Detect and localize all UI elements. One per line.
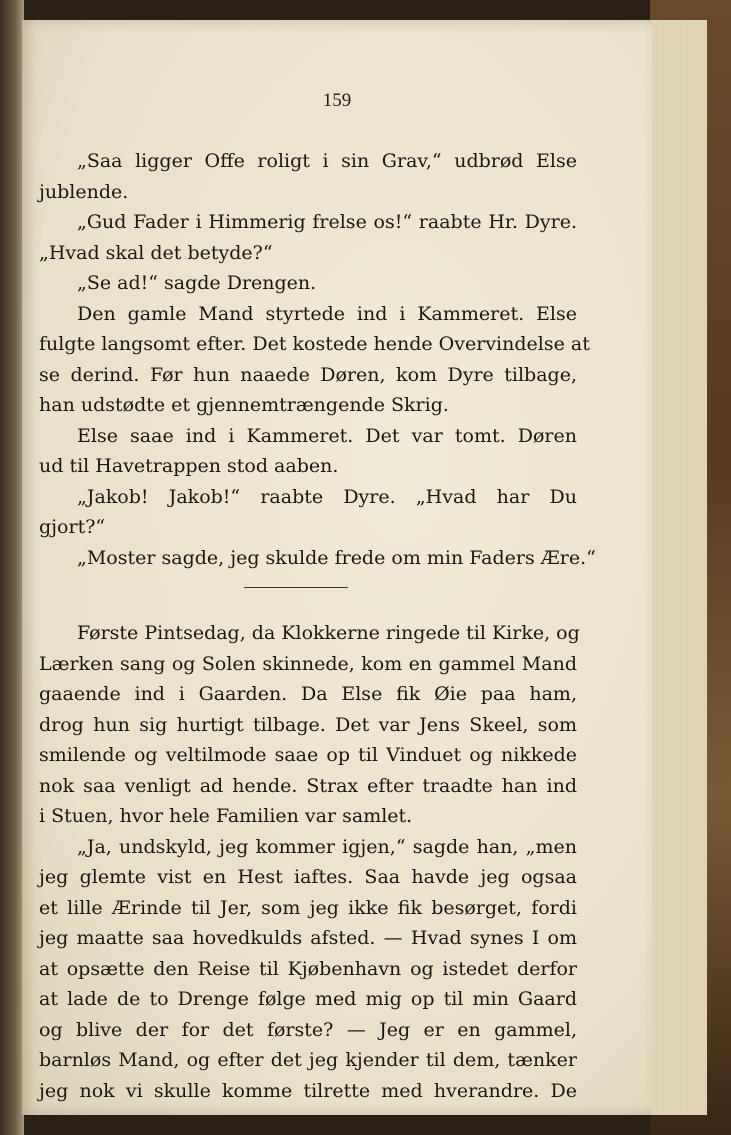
text-line: jeg nok vi skulle komme tilrette med hverandre. De <box>39 1079 577 1102</box>
text-line: at opsætte den Reise til Kjøbenhavn og istedet derfor <box>39 957 577 980</box>
text-line: Else saae ind i Kammeret. Det var tomt. Døren <box>77 424 577 447</box>
text-line: jeg glemte vist en Hest iaftes. Saa havde jeg ogsaa <box>39 866 577 888</box>
text-line: fulgte langsomt efter. Det kostede hende Overvindelse at <box>39 333 590 355</box>
text-line: smilende og veltilmode saae op til Vinduet og nikkede <box>39 744 577 766</box>
text-line: et lille Ærinde til Jer, som jeg ikke fik besørget, fordi <box>39 896 577 919</box>
text-line: at lade de to Drenge følge med mig op til min Gaard <box>39 988 577 1010</box>
text-line: gjort?“ <box>39 516 106 538</box>
text-line: han udstødte et gjennemtrængende Skrig. <box>39 394 449 416</box>
text-line: nok saa venligt ad hende. Strax efter traadte han ind <box>39 774 577 797</box>
text-line: „Moster sagde, jeg skulde frede om min Faders Ære.“ <box>77 546 596 569</box>
book-page <box>22 20 652 1115</box>
text-section-1 <box>39 146 596 573</box>
text-line: „Gud Fader i Himmerig frelse os!“ raabte Hr. Dyre. <box>77 211 577 233</box>
text-line: se derind. Før hun naaede Døren, kom Dyre tilbage, <box>39 363 577 386</box>
text-line: „Hvad skal det betyde?“ <box>39 241 273 264</box>
text-line: Første Pintsedag, da Klokkerne ringede til Kirke, og <box>77 622 580 644</box>
text-line: gaaende ind i Gaarden. Da Else fik Øie paa ham, <box>39 683 577 705</box>
text-line: og blive der for det første? — Jeg er en gammel, <box>39 1018 577 1041</box>
text-line: Lærken sang og Solen skinnede, kom en gammel Mand <box>39 652 577 675</box>
section-divider <box>244 587 348 588</box>
text-line: ud til Havetrappen stod aaben. <box>39 455 339 477</box>
text-line: barnløs Mand, og efter det jeg kjender til dem, tænker <box>39 1049 577 1071</box>
text-line: Den gamle Mand styrtede ind i Kammeret. Else <box>77 302 577 325</box>
text-line: i Stuen, hvor hele Familien var samlet. <box>39 805 413 827</box>
text-line: jeg maatte saa hovedkulds afsted. — Hvad synes I om <box>39 927 577 949</box>
text-line: „Ja, undskyld, jeg kommer igjen,“ sagde han, „men <box>77 835 577 858</box>
text-section-2 <box>39 618 580 1106</box>
page-stack-edges <box>650 20 707 1115</box>
text-line: „Jakob! Jakob!“ raabte Dyre. „Hvad har Du <box>77 485 577 508</box>
text-line: drog hun sig hurtigt tilbage. Det var Jens Skeel, som <box>39 713 577 736</box>
text-line: „Se ad!“ sagde Drengen. <box>77 272 317 294</box>
text-line: „Saa ligger Offe roligt i sin Grav,“ udbrød Else <box>77 150 577 172</box>
page-number: 159 <box>322 90 352 111</box>
text-line: jublende. <box>39 180 129 203</box>
book-gutter-shadow <box>0 0 24 1135</box>
page-text <box>39 146 596 1106</box>
